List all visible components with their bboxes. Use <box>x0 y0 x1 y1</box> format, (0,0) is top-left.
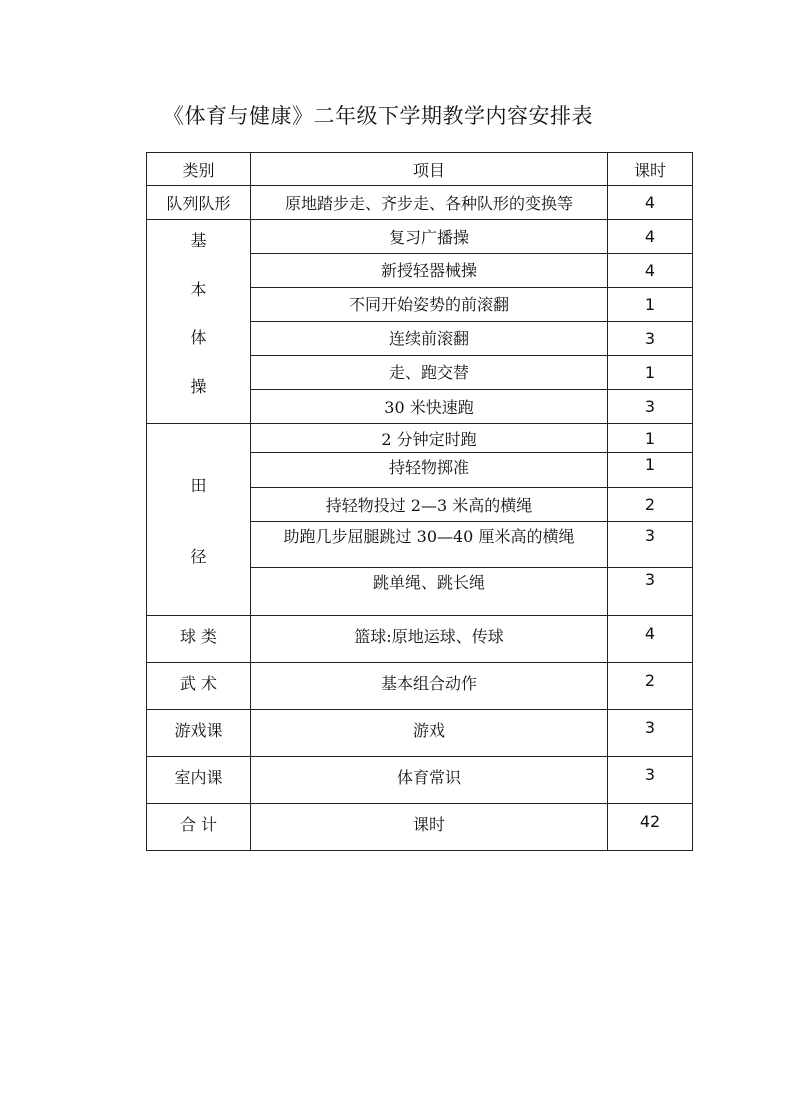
schedule-table <box>146 152 693 851</box>
table-row <box>147 616 693 663</box>
table-row <box>147 804 693 851</box>
hours-cell: 2 <box>608 663 693 710</box>
hours-cell: 1 <box>608 356 693 390</box>
item-cell: 不同开始姿势的前滚翻 <box>251 288 608 322</box>
hours-cell: 1 <box>608 424 693 453</box>
table-header-row <box>147 153 693 186</box>
document-title: 《体育与健康》二年级下学期教学内容安排表 <box>163 104 593 128</box>
item-cell: 跳单绳、跳长绳 <box>251 568 608 616</box>
table-row <box>147 663 693 710</box>
hours-cell: 3 <box>608 568 693 616</box>
category-cell: 合 计 <box>147 804 251 851</box>
category-char: 体 <box>190 328 207 347</box>
item-cell: 连续前滚翻 <box>251 322 608 356</box>
hours-cell: 3 <box>608 322 693 356</box>
category-char: 本 <box>190 279 207 299</box>
category-char: 田 <box>190 475 207 495</box>
table-row <box>147 424 693 453</box>
item-cell: 体育常识 <box>251 757 608 804</box>
item-cell: 原地踏步走、齐步走、各种队形的变换等 <box>251 186 608 220</box>
category-cell: 游戏课 <box>147 710 251 757</box>
category-cell-track-field <box>147 424 251 616</box>
item-cell: 游戏 <box>251 710 608 757</box>
category-char: 基 <box>190 231 207 250</box>
category-cell: 室内课 <box>147 757 251 804</box>
header-item: 项目 <box>251 153 608 186</box>
category-cell: 武 术 <box>147 663 251 710</box>
table-row <box>147 220 693 254</box>
item-cell: 复习广播操 <box>251 220 608 254</box>
item-cell: 2 分钟定时跑 <box>251 424 608 453</box>
item-cell: 持轻物掷准 <box>251 453 608 488</box>
hours-cell: 4 <box>608 186 693 220</box>
table-row <box>147 186 693 220</box>
item-cell: 30 米快速跑 <box>251 390 608 424</box>
hours-cell: 3 <box>608 757 693 804</box>
item-cell: 基本组合动作 <box>251 663 608 710</box>
category-cell: 队列队形 <box>147 186 251 220</box>
header-hours: 课时 <box>608 153 693 186</box>
hours-cell: 42 <box>608 804 693 851</box>
hours-cell: 3 <box>608 522 693 568</box>
item-cell: 课时 <box>251 804 608 851</box>
hours-cell: 4 <box>608 616 693 663</box>
table-row <box>147 710 693 757</box>
category-cell-basic-gymnastics <box>147 220 251 424</box>
category-char: 径 <box>190 546 207 566</box>
header-category: 类别 <box>147 153 251 186</box>
item-cell: 助跑几步屈腿跳过 30—40 厘米高的横绳 <box>251 522 608 568</box>
item-cell: 持轻物投过 2—3 米高的横绳 <box>251 488 608 522</box>
hours-cell: 3 <box>608 710 693 757</box>
category-cell: 球 类 <box>147 616 251 663</box>
category-char: 操 <box>190 376 207 396</box>
hours-cell: 4 <box>608 254 693 288</box>
hours-cell: 1 <box>608 288 693 322</box>
item-cell: 走、跑交替 <box>251 356 608 390</box>
hours-cell: 1 <box>608 453 693 488</box>
item-cell: 新授轻器械操 <box>251 254 608 288</box>
hours-cell: 2 <box>608 488 693 522</box>
hours-cell: 3 <box>608 390 693 424</box>
table-row <box>147 757 693 804</box>
hours-cell: 4 <box>608 220 693 254</box>
item-cell: 篮球:原地运球、传球 <box>251 616 608 663</box>
